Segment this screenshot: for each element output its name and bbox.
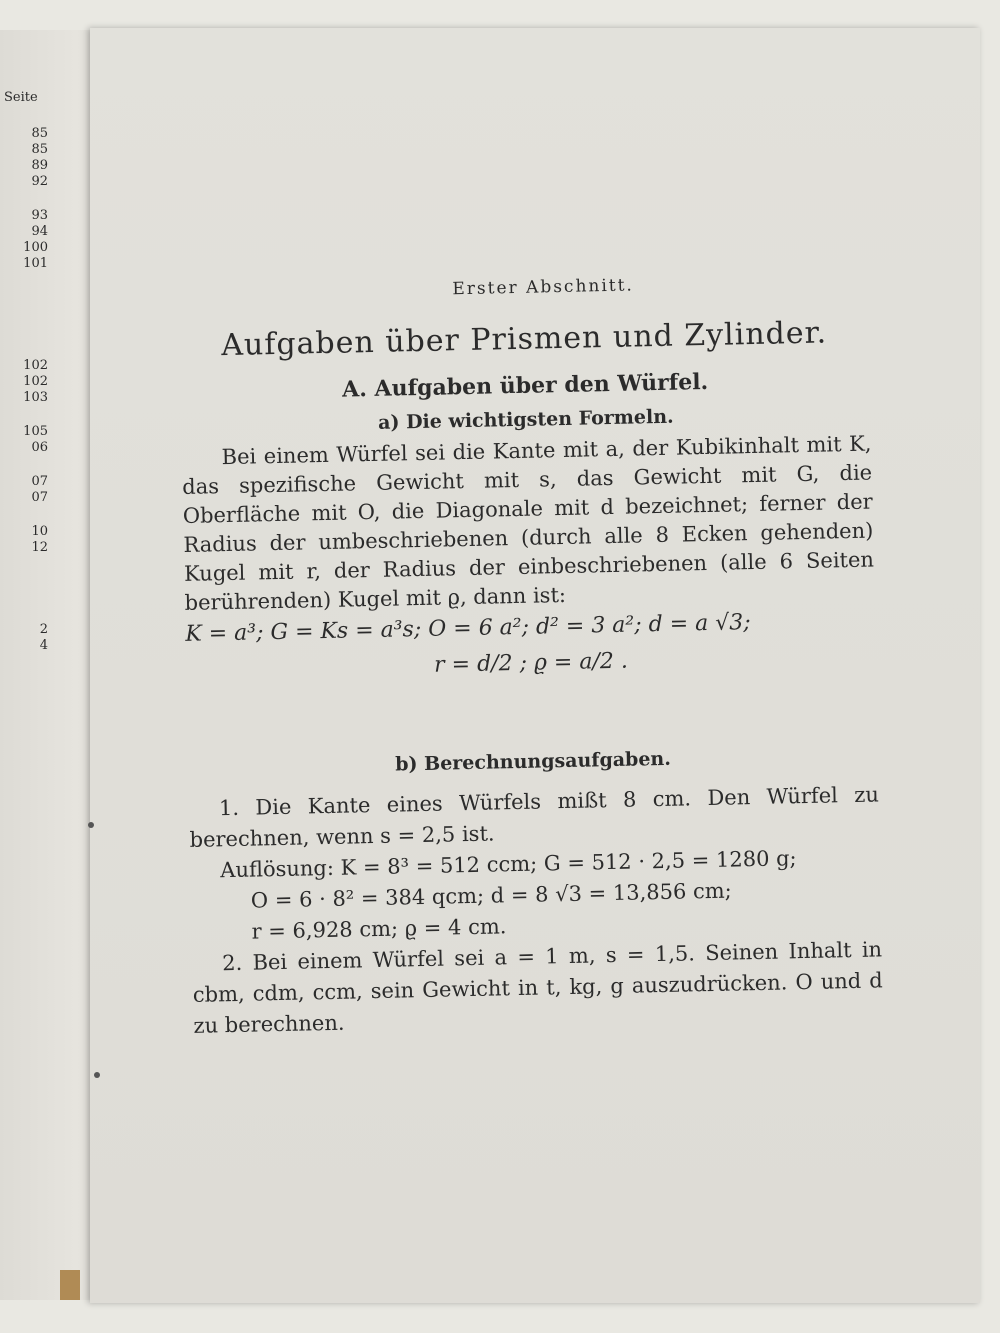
page-content <box>178 271 884 1042</box>
formula-line-1: K = a³; G = Ks = a³s; O = 6 a²; d² = 3 a²; d = a √3; <box>185 610 751 647</box>
formula-line-2: r = d/2 ; ϱ = a/2 . <box>433 648 629 678</box>
problem-1: 1. Die Kante eines Würfels mißt 8 cm. Den Würfel zu berechnen, wenn s = 2,5 ist. <box>189 782 880 852</box>
page-number: 101 <box>23 256 48 271</box>
intro-paragraph: Bei einem Würfel sei die Kante mit a, der Kubikinhalt mit K, das spezifische Gewicht mit s, das Gewicht mit G, die Oberfläche mit O, die Diagonale mit d bezeichnet; ferner der Radius der umbeschriebenen (durch alle 8 Ecken gehenden) Kugel mit r, der Radius der einbeschriebenen (alle 6 Seiten berührenden) Kugel mit ϱ, dann ist: <box>181 431 875 615</box>
section-label: Erster Abschnitt. <box>452 275 635 300</box>
page-number: 102 <box>23 374 48 389</box>
page-number: 94 <box>31 224 48 239</box>
section-heading: A. Aufgaben über den Würfel. <box>341 368 709 403</box>
subheading-formulas: a) Die wichtigsten Formeln. <box>377 405 674 434</box>
problem-2: 2. Bei einem Würfel sei a = 1 m, s = 1,5. Seinen Inhalt in cbm, cdm, ccm, sein Gewicht in t, kg, g auszudrücken. O und d zu berechnen. <box>192 937 883 1038</box>
page-number: 103 <box>23 390 48 405</box>
left-page-numbers <box>0 90 48 654</box>
stain-mark <box>94 1072 100 1078</box>
book-spine-edge <box>60 1270 80 1300</box>
chapter-title: Aufgaben über Prismen und Zylinder. <box>220 315 828 364</box>
page-number: 85 <box>31 126 48 141</box>
page-number: 89 <box>31 158 48 173</box>
page-number: 10 <box>31 524 48 539</box>
page-number: 2 <box>39 622 48 637</box>
page-number: 4 <box>39 638 48 653</box>
solution-1-line-2: O = 6 · 8² = 384 qcm; d = 8 √3 = 13,856 cm; <box>250 878 732 913</box>
solution-1-line-1: Auflösung: K = 8³ = 512 ccm; G = 512 · 2,5 = 1280 g; <box>220 846 797 883</box>
page-number: 105 <box>23 424 48 439</box>
page-number: 92 <box>31 174 48 189</box>
page-number: 12 <box>31 540 48 555</box>
page-number: 85 <box>31 142 48 157</box>
page-number: 100 <box>23 240 48 255</box>
page-number: 102 <box>23 358 48 373</box>
page-number: 07 <box>31 490 48 505</box>
page-number: 07 <box>31 474 48 489</box>
page-number: 06 <box>31 440 48 455</box>
page-number: 93 <box>31 208 48 223</box>
stain-mark <box>88 822 94 828</box>
subheading-problems: b) Berechnungsaufgaben. <box>395 747 672 776</box>
seite-label: Seite <box>4 90 38 105</box>
solution-1-line-3: r = 6,928 cm; ϱ = 4 cm. <box>251 914 507 944</box>
